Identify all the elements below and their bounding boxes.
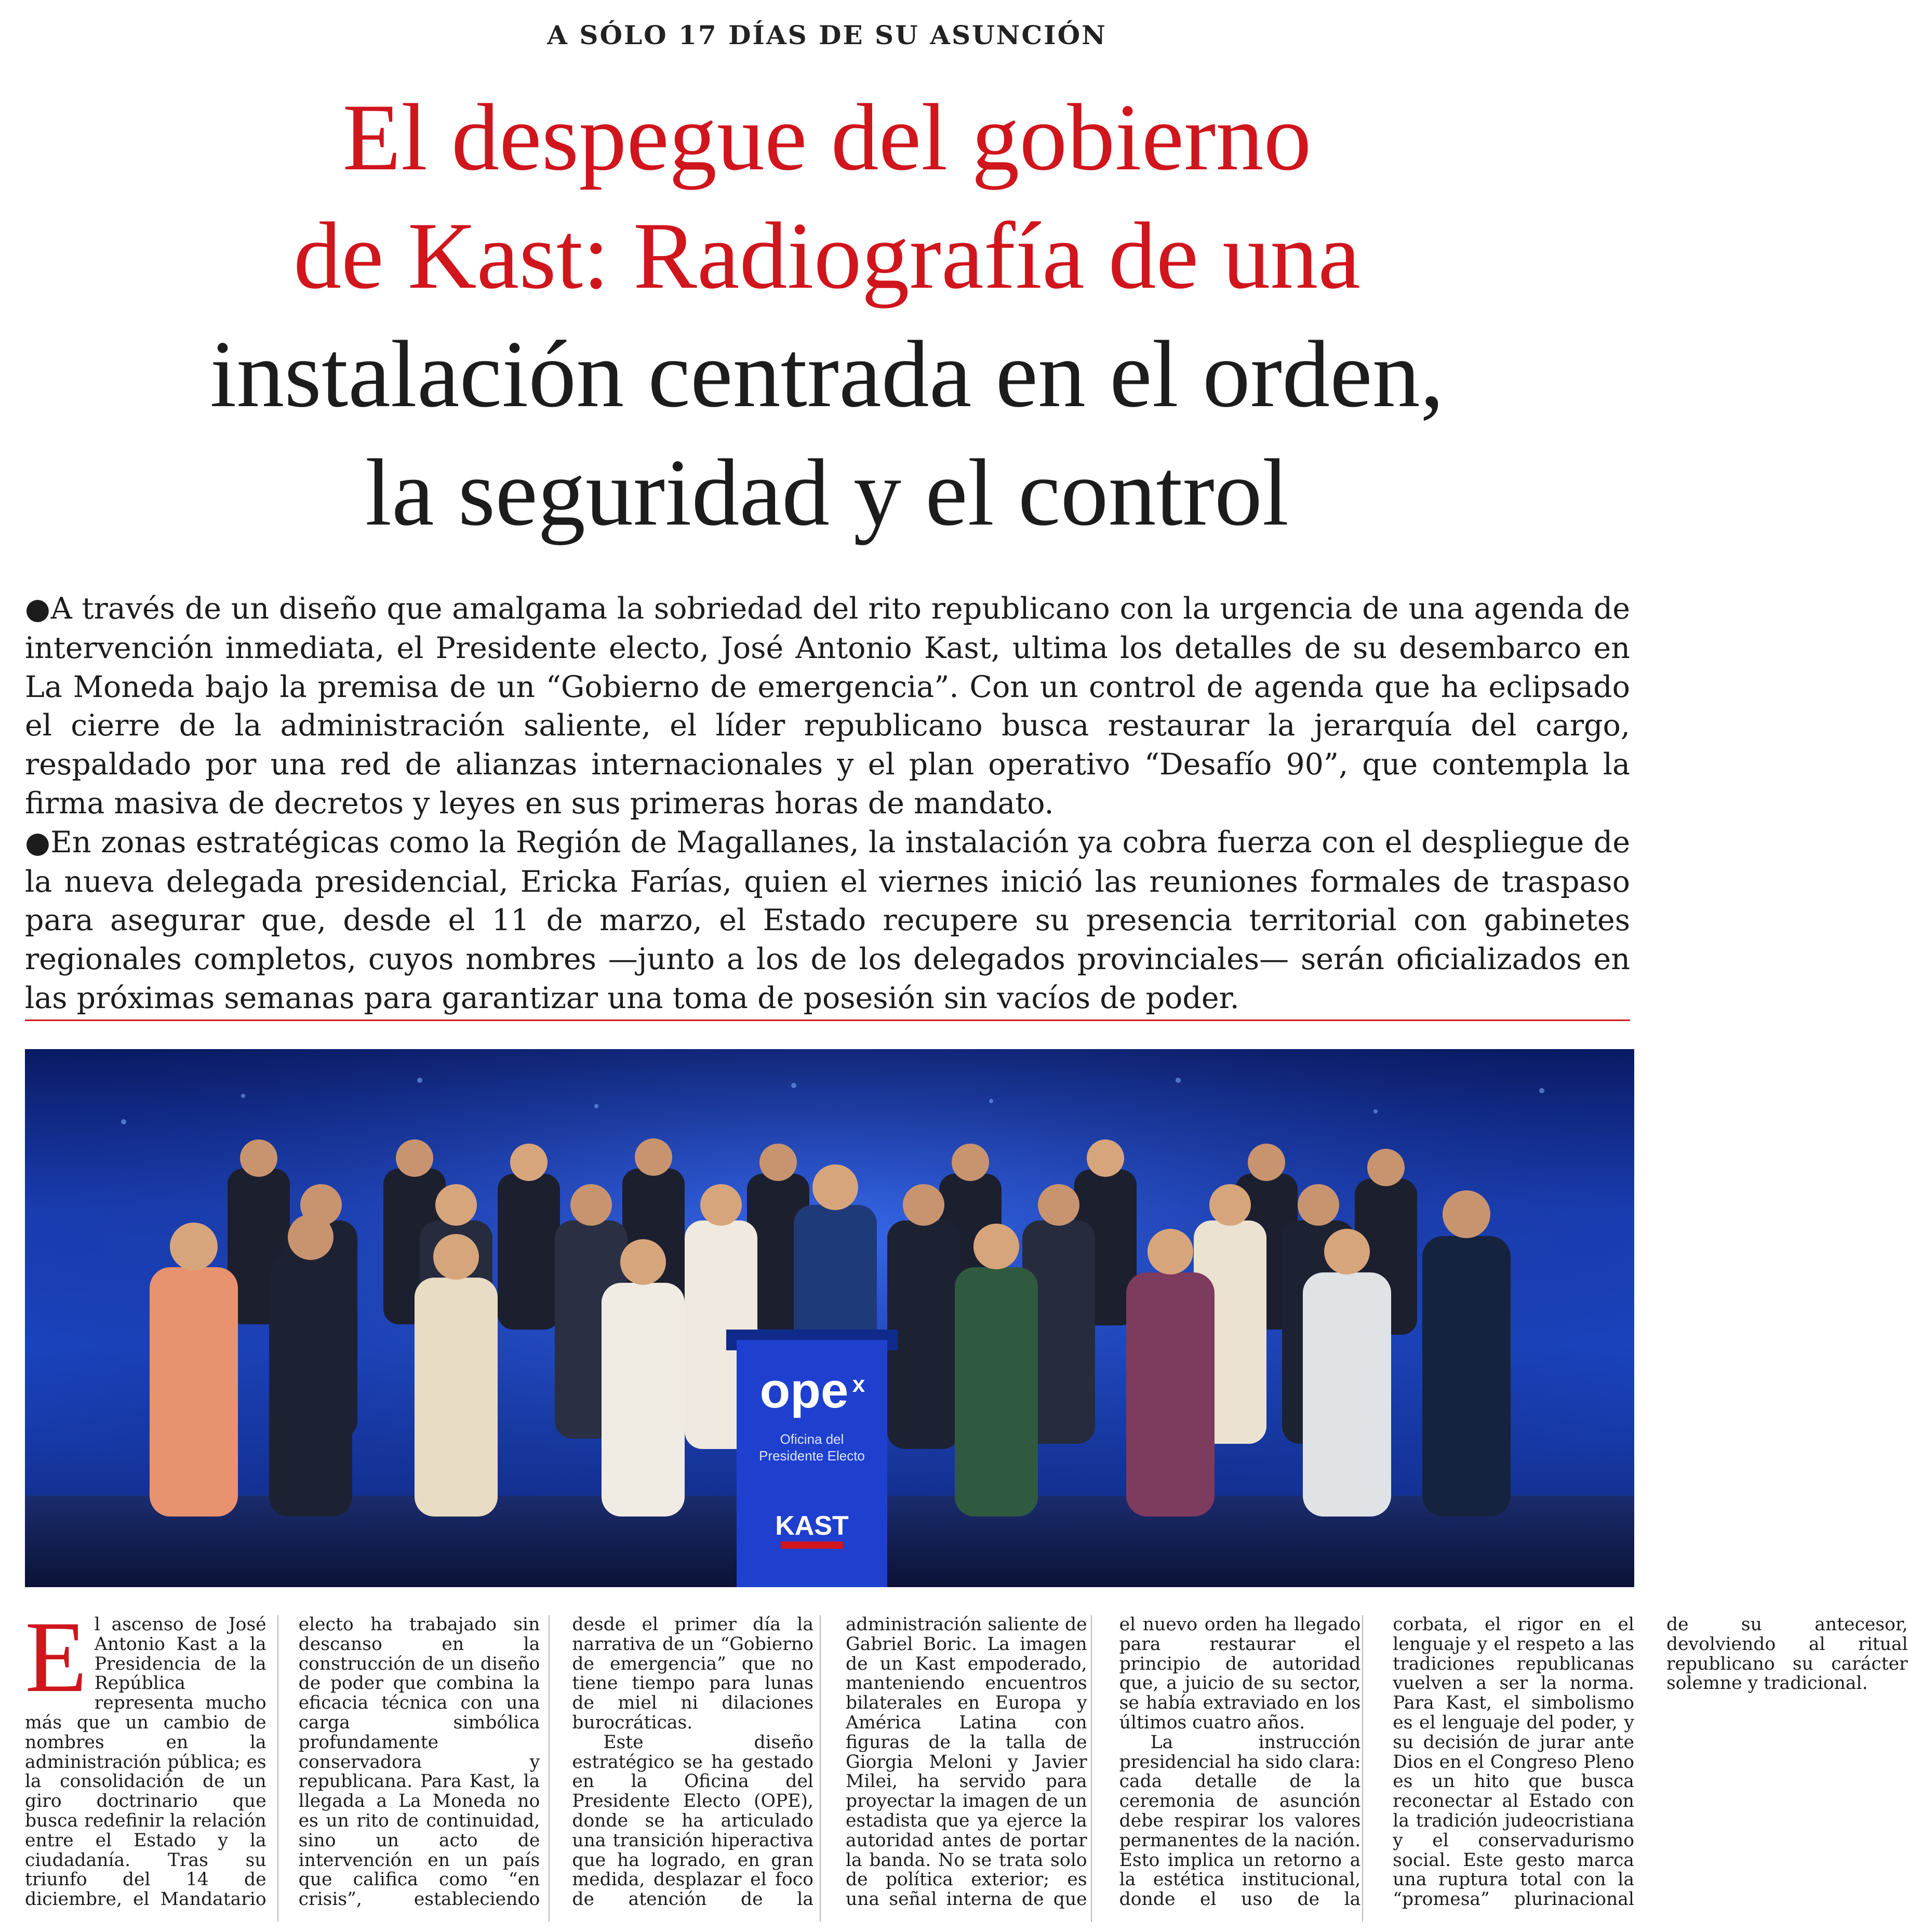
body-paragraph-3: La instrucción presidencial ha sido clara: cada detalle de la ceremonia de asunción debe respirar los valores permanentes de la nación. Esto implica un retorno a la estética institucional, donde el uso de la corbata, el rigor en el lenguaje y el respeto a las tradiciones republicanas vuelven a ser la norma. Para Kast, el simbolismo es el lenguaje del poder, y su decisión de jurar ante Dios en el Congreso Pleno es un hito que busca reconectar al Estado con la tradición judeocristiana y el conservadurismo social. Este gesto marca una ruptura total con la “promesa” plurinacional de su antecesor, devolviendo al ritual republicano su carácter solemne y tradicional. (1119, 1614, 1908, 1910)
kicker: A SÓLO 17 DÍAS DE SU ASUNCIÓN (547, 20, 1107, 50)
bullet-icon: ● (25, 825, 51, 860)
article-body (25, 1601, 1908, 1922)
section-divider (25, 1019, 1630, 1021)
dropcap: E (25, 1601, 87, 1713)
group-photo (25, 1049, 1634, 1587)
podium (726, 1330, 898, 1587)
podium-subtitle-1: Oficina del (780, 1431, 844, 1447)
headline (16, 78, 1638, 552)
deck-text-1: A través de un diseño que amalgama la sobriedad del rito republicano con la urgencia de una agenda de intervención inmediata, el Presidente electo, José Antonio Kast, ultima los detalles de su desembarco en La Moneda bajo la premisa de un “Gobierno de emergencia”. Con un control de agenda que ha eclipsado el cierre de la administración saliente, el líder republicano busca restaurar la jerarquía del cargo, respaldado por una red de alianzas internacionales y el plan operativo “Desafío 90”, que contempla la firma masiva de decretos y leyes en sus primeras horas de mandato. (25, 592, 1630, 821)
headline-dark-line-2: la seguridad y el control (365, 439, 1289, 545)
podium-subtitle-2: Presidente Electo (759, 1448, 865, 1464)
podium-logo: ope (759, 1363, 849, 1418)
headline-red-line-2: de Kast: Radiografía de una (293, 203, 1360, 308)
deck-text-2: En zonas estratégicas como la Región de Magallanes, la instalación ya cobra fuerza con el despliegue de la nueva delegada presidencial, Ericka Farías, quien el viernes inició las reuniones formales de traspaso para asegurar que, desde el 11 de marzo, el Estado recupere su presencia territorial con gabinetes regionales completos, cuyos nombres —junto a los de los delegados provinciales— serán oficializados en las próximas semanas para garantizar una toma de posesión sin vacíos de poder. (25, 825, 1630, 1015)
body-paragraph-2: Este diseño estratégico se ha gestado en la Oficina del Presidente Electo (OPE), donde se ha articulado una transición hiperactiva que ha logrado, en gran medida, desplazar el foco de atención de la administración saliente de Gabriel Boric. La imagen de un Kast empoderado, manteniendo encuentros bilaterales en Europa y América Latina con figuras de la talla de Giorgia Meloni y Javier Milei, ha servido para proyectar la imagen de un estadista que ya ejerce la autoridad antes de portar la banda. No se trata solo de política exterior; es una señal interna de que el nuevo orden ha llegado para restaurar el principio de autoridad que, a juicio de su sector, se había extraviado en los últimos cuatro años. (572, 1614, 1361, 1910)
bullet-icon: ● (25, 592, 51, 626)
deck (25, 589, 1630, 1018)
deck-paragraph-1 (25, 589, 1630, 823)
podium-brand: KAST (775, 1511, 849, 1541)
deck-paragraph-2 (25, 823, 1630, 1018)
body-text-1: l ascenso de José Antonio Kast a la Presidencia de la República representa mucho más que un cambio de nombres en la administración pública; es la consolidación de un giro doctrinario que busca redefinir la relación entre el Estado y la ciudadanía. Tras su triunfo del 14 de diciembre, el Mandatario electo ha trabajado sin descanso en la construcción de un diseño de poder que combina la eficacia técnica con una carga simbólica profundamente conservadora y republicana. Para Kast, la llegada a La Moneda no es un rito de continuidad, sino un acto de intervención en un país que califica como “en crisis”, estableciendo desde el primer día la narrativa de un “Gobierno de emergencia” que no tiene tiempo para lunas de miel ni dilaciones burocráticas. (25, 1614, 813, 1910)
podium-logo-mark: x (852, 1372, 865, 1397)
headline-dark-line-1: instalación centrada en el orden, (210, 321, 1444, 427)
headline-red-line-1: El despegue del gobierno (342, 84, 1312, 190)
